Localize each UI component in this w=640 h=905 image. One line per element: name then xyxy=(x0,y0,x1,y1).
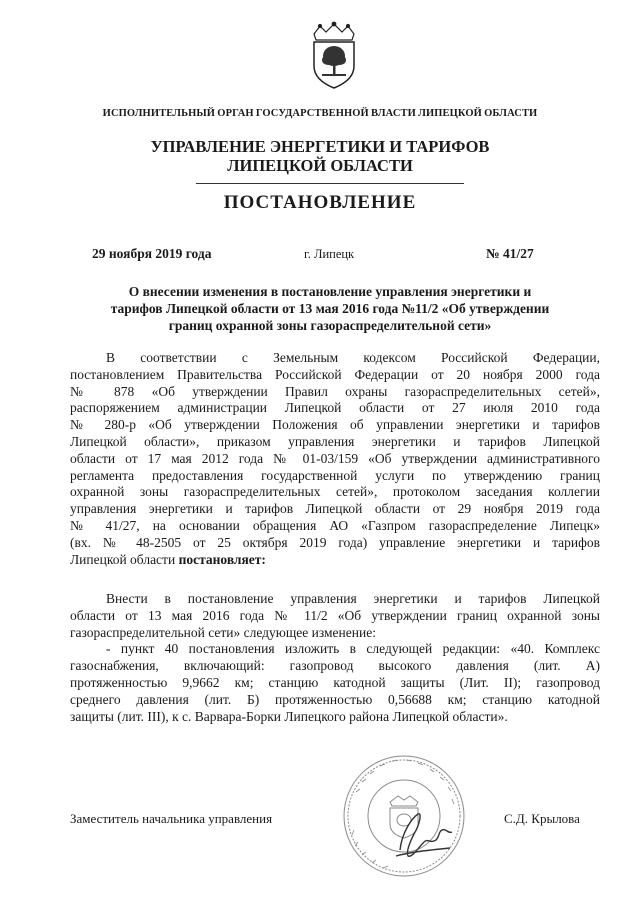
text-line: газораспределительной сети» следующее изменение: xyxy=(70,624,376,640)
text-line: протяженностью 9,9662 км; станцию катодной защиты (Лит. II); газопровод xyxy=(70,674,600,690)
text-line: среднего давления (лит. Б) протяженностью 0,56688 км; станцию катодной xyxy=(70,691,600,707)
text-line: регламента предоставления государственной услуги по утверждению границ xyxy=(70,467,600,483)
agency-name xyxy=(0,137,640,175)
text-line: Липецкой области xyxy=(70,551,179,567)
text-line: охранной зоны газораспределительных сетей», протоколом заседания коллегии xyxy=(70,484,600,500)
text-line: газоснабжения, включающий: газопровод высокого давления (лит. А) xyxy=(70,658,600,674)
agency-name-line2: ЛИПЕЦКОЙ ОБЛАСТИ xyxy=(227,156,413,175)
subject-line: границ охранной зоны газораспределительной сети» xyxy=(168,318,492,333)
text-line: № 41/27, на основании обращения АО «Газпром газораспределение Липецк» xyxy=(70,517,600,533)
document-city: г. Липецк xyxy=(304,247,355,261)
text-line: постановлением Правительства Российской Федерации от 20 ноября 2000 года xyxy=(70,366,600,382)
text-line: № 878 «Об утверждении Правил охраны газораспределительных сетей», xyxy=(70,383,600,399)
subject-line: тарифов Липецкой области от 13 мая 2016 года №11/2 «Об утверждении xyxy=(110,301,550,316)
text-line: распоряжением администрации Липецкой области от 27 июля 2010 года xyxy=(70,400,600,416)
preamble-paragraph xyxy=(70,350,600,568)
text-line: управления энергетики и тарифов Липецкой области от 29 ноября 2019 года xyxy=(70,501,600,517)
text-line-final xyxy=(70,552,600,569)
signatory-title: Заместитель начальника управления xyxy=(70,811,273,826)
text-line: области от 13 мая 2016 года № 11/2 «Об утверждении границ охранной зоны xyxy=(70,607,600,623)
text-line: области от 17 мая 2012 года № 01-03/159 «Об утверждении административного xyxy=(70,450,600,466)
coat-of-arms-emblem xyxy=(306,20,362,90)
text-line: Липецкой области», приказом управления энергетики и тарифов Липецкой xyxy=(70,433,600,449)
text-line: В соответствии с Земельным кодексом Российской Федерации, xyxy=(106,350,600,365)
official-stamp-seal xyxy=(340,752,468,880)
text-line: защиты (лит. III), к с. Варвара-Борки Липецкого района Липецкой области». xyxy=(70,708,508,724)
header-divider xyxy=(196,183,464,184)
document-type: ПОСТАНОВЛЕНИЕ xyxy=(223,192,417,213)
issuing-authority: ИСПОЛНИТЕЛЬНЫЙ ОРГАН ГОСУДАРСТВЕННОЙ ВЛАСТИ ЛИПЕЦКОЙ ОБЛАСТИ xyxy=(102,108,538,119)
subject-line: О внесении изменения в постановление управления энергетики и xyxy=(128,284,532,299)
document-number: № 41/27 xyxy=(486,246,534,261)
text-line: (вх. № 48-2505 от 25 октября 2019 года) управление энергетики и тарифов xyxy=(70,534,600,550)
resolution-paragraph xyxy=(70,591,600,725)
agency-name-line1: УПРАВЛЕНИЕ ЭНЕРГЕТИКИ И ТАРИФОВ xyxy=(150,137,490,156)
text-line: Внести в постановление управления энергетики и тарифов Липецкой xyxy=(106,591,600,606)
text-line: - пункт 40 постановления изложить в следующей редакции: «40. Комплекс xyxy=(106,641,600,657)
document-subject xyxy=(70,283,590,334)
text-line: № 280-р «Об утверждении Положения об управлении энергетики и тарифов xyxy=(70,417,600,433)
signatory-name: С.Д. Крылова xyxy=(504,811,580,826)
resolution-keyword: постановляет: xyxy=(178,551,266,567)
document-date: 29 ноября 2019 года xyxy=(92,246,212,261)
